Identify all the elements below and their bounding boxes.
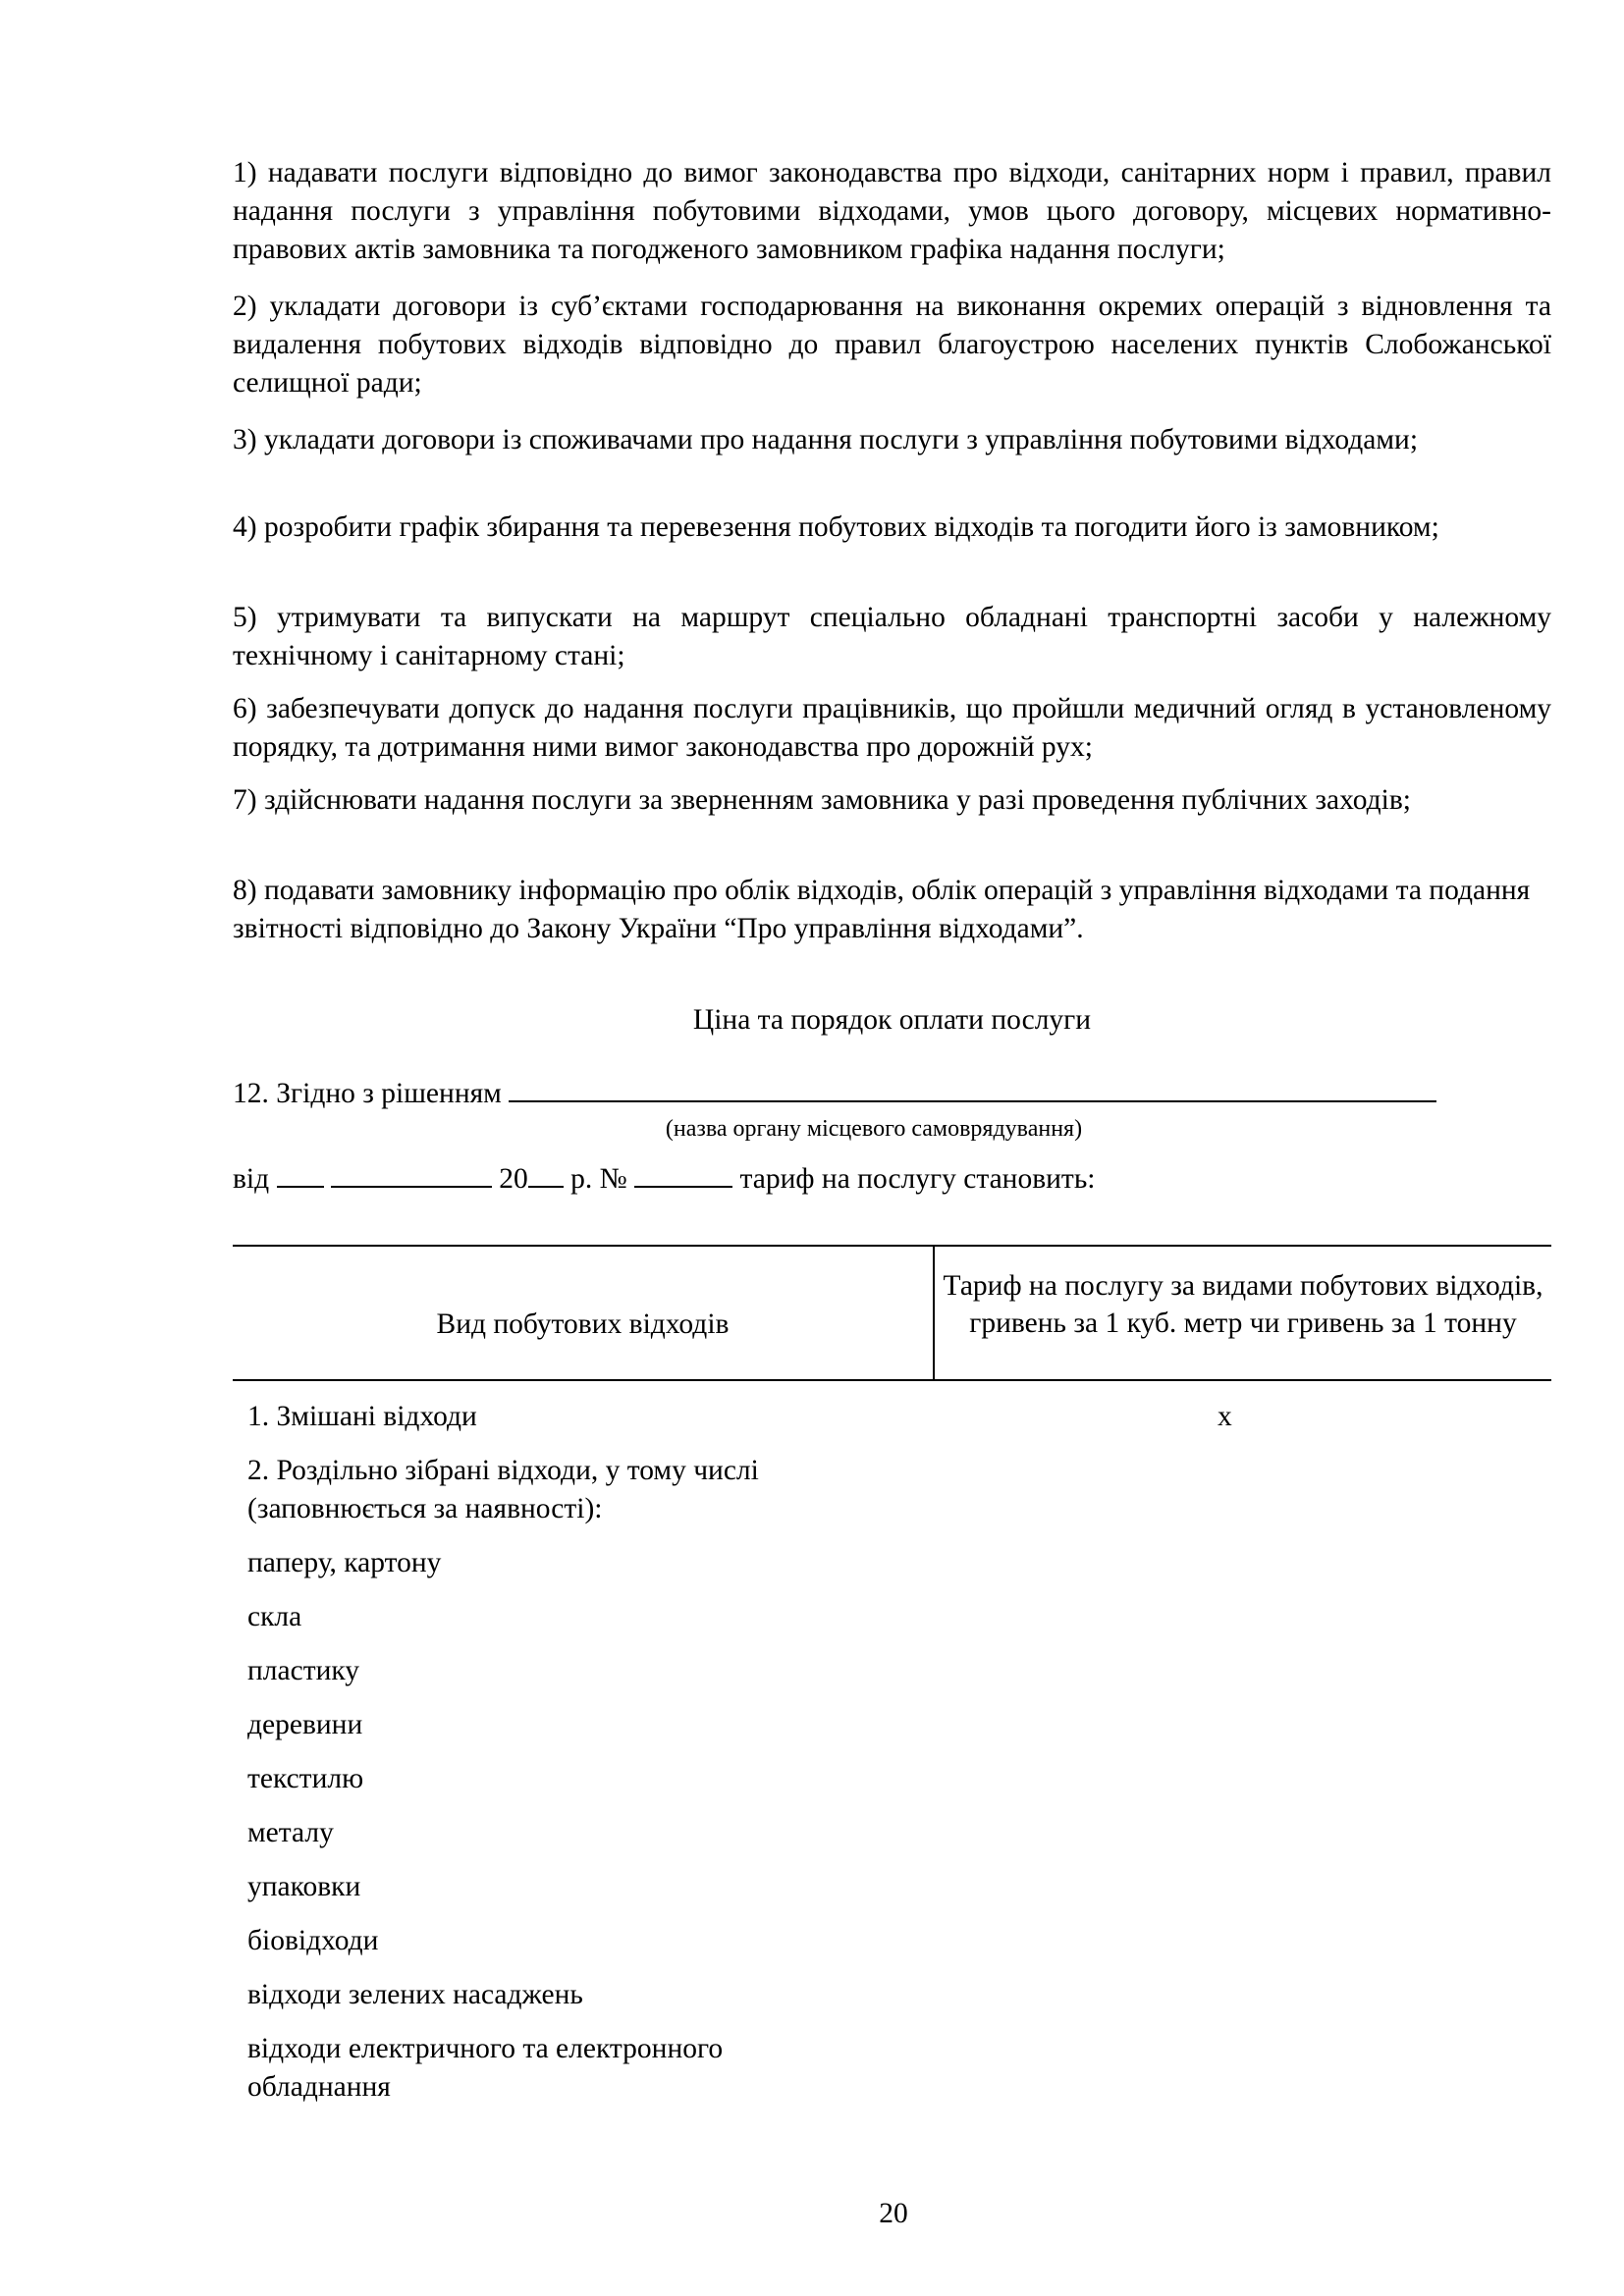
table-top-rule	[233, 1245, 1551, 1247]
obligation-6: 6) забезпечувати допуск до надання послуги працівників, що пройшли медичний огляд в установленому порядку, та дотримання ними вимог законодавства про дорожній рух;	[233, 693, 1551, 763]
from-label: від	[233, 1163, 270, 1195]
table-row-label: деревини	[247, 1709, 363, 1740]
authority-caption: (назва органу місцевого самоврядування)	[665, 1116, 1083, 1142]
obligation-2: 2) укладати договори із суб’єктами господарювання на виконання окремих операцій з відновлення та видалення побутових відходів відповідно до правил благоустрою населених пунктів Слобожанської селищної ради;	[233, 291, 1551, 399]
table-header-waste-type: Вид побутових відходів	[436, 1308, 730, 1340]
authority-name-field[interactable]	[509, 1073, 1436, 1102]
decision-date-line	[233, 1158, 1095, 1199]
table-row-label: скла	[247, 1601, 302, 1632]
table-row-label: 1. Змішані відходи	[247, 1401, 477, 1432]
obligation-7: 7) здійснювати надання послуги за зверненням замовника у разі проведення публічних заходів;	[233, 784, 1412, 816]
table-row-label: текстилю	[247, 1763, 364, 1794]
obligation-4: 4) розробити графік збирання та перевезення побутових відходів та погодити його із замовником;	[233, 511, 1439, 543]
table-row-label: відходи електричного та електронного обладнання	[247, 2033, 724, 2103]
table-row-label: пластику	[247, 1655, 360, 1686]
obligation-1: 1) надавати послуги відповідно до вимог законодавства про відходи, санітарних норм і правил, правил надання послуги з управління побутовими відходами, умов цього договору, місцевих нормативно-правових актів замовника та погодженого замовником графіка надання послуги;	[233, 157, 1551, 265]
table-row-label: 2. Роздільно зібрані відходи, у тому числі (заповнюється за наявності):	[247, 1455, 759, 1524]
day-field[interactable]	[277, 1158, 324, 1188]
year-field[interactable]	[528, 1158, 564, 1188]
table-row-label: біовідходи	[247, 1925, 379, 1956]
obligation-8: 8) подавати замовнику інформацію про облік відходів, облік операцій з управління відходами та подання звітності відповідно до Закону України “Про управління відходами”.	[233, 875, 1531, 944]
table-row-label: упаковки	[247, 1871, 361, 1902]
obligation-5: 5) утримувати та випускати на маршрут спеціально обладнані транспортні засоби у належному технічному і санітарному стані;	[233, 602, 1551, 671]
clause-12-prefix: 12. Згідно з рішенням	[233, 1078, 502, 1109]
table-header-rule	[233, 1379, 1551, 1381]
table-row-label: паперу, картону	[247, 1547, 442, 1578]
table-row-value: x	[1218, 1401, 1232, 1432]
table-header-tariff: Тариф на послугу за видами побутових відходів, гривень за 1 куб. метр чи гривень за 1 тонну	[943, 1270, 1543, 1339]
obligation-3: 3) укладати договори із споживачами про надання послуги з управління побутовими відходами;	[233, 424, 1419, 455]
clause-12-line	[233, 1073, 1436, 1113]
section-title: Ціна та порядок оплати послуги	[692, 1004, 1092, 1036]
table-row-label: металу	[247, 1817, 334, 1848]
decision-number-field[interactable]	[634, 1158, 732, 1188]
tariff-text: тариф на послугу становить:	[739, 1163, 1096, 1195]
page-number: 20	[879, 2198, 908, 2229]
table-row-label: відходи зелених насаджень	[247, 1979, 583, 2010]
year-label: 20	[499, 1163, 528, 1195]
month-field[interactable]	[331, 1158, 492, 1188]
number-label: р. №	[570, 1163, 627, 1195]
